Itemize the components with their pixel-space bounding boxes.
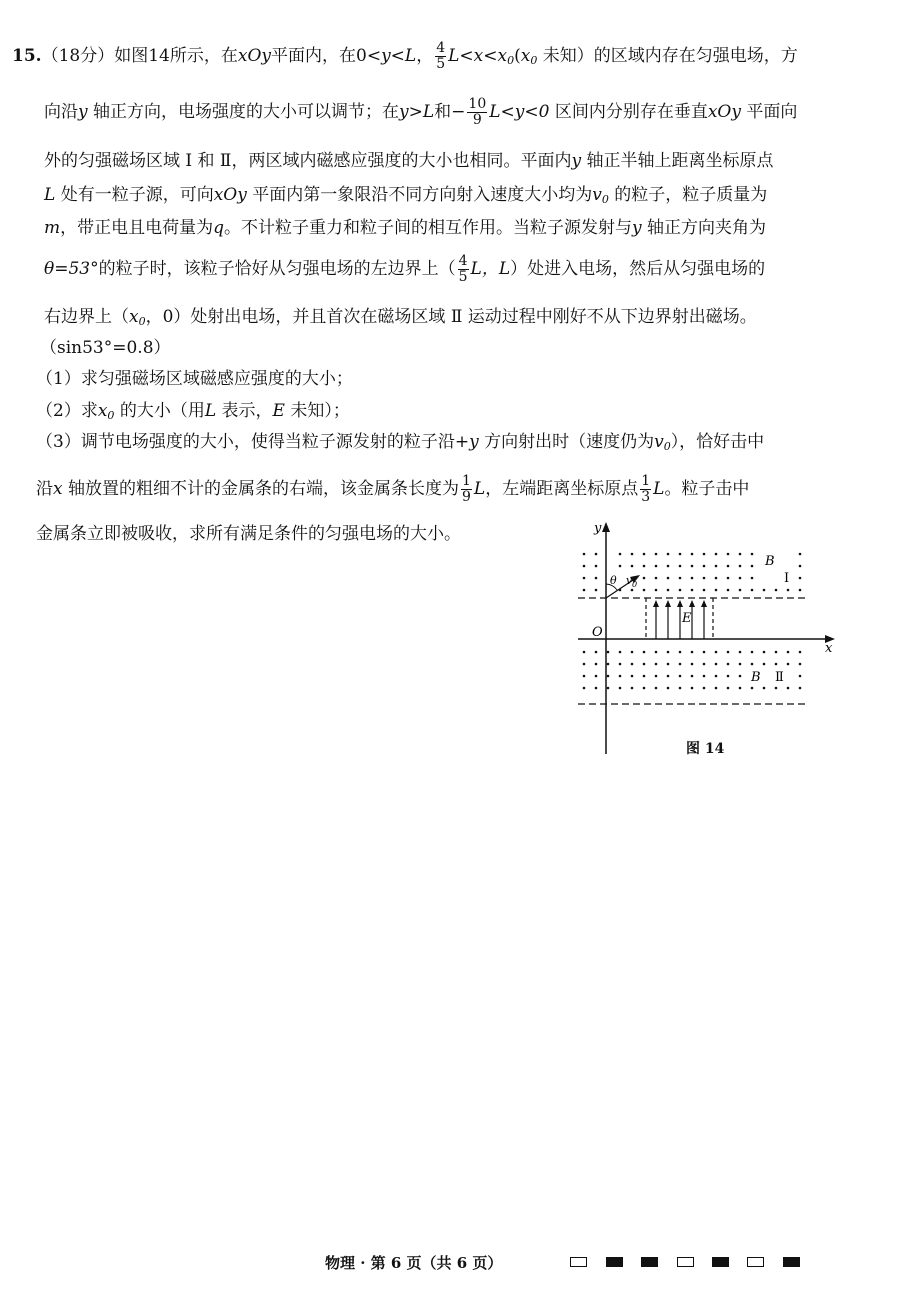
text: 表示， [216,401,273,421]
field-dot [691,565,694,568]
text: xOy [707,102,741,122]
field-dot [655,565,658,568]
marker-box-5 [712,1257,729,1267]
text: < [390,46,405,66]
denominator: 9 [472,112,482,128]
magnetic-field-region-2-dots [583,651,802,690]
field-dot [595,687,598,690]
field-dot [751,589,754,592]
field-dot [679,675,682,678]
e-field-arrowhead [677,600,683,607]
text: 轴正方向夹角为 [641,218,767,238]
theta-label: θ [610,574,617,587]
text: 的粒子时，该粒子恰好从匀强电场的左边界上（ [98,259,456,279]
field-dot [655,663,658,666]
origin-label: O [592,625,603,640]
field-dot [703,565,706,568]
text: 。不计粒子重力和粒子间的相互作用。当粒子源发射与 [224,218,633,238]
field-dot [799,687,802,690]
field-dot [583,651,586,654]
field-dot [703,663,706,666]
marker-box-3 [641,1257,658,1267]
field-dot [619,651,622,654]
text: 外的匀强磁场区域 Ⅰ 和 Ⅱ，两区域内磁感应强度的大小也相同。平面内 [44,151,572,171]
field-dot [715,687,718,690]
field-dot [667,565,670,568]
field-dot [631,565,634,568]
field-dot [715,565,718,568]
text: 和− [434,102,466,122]
field-dot [775,589,778,592]
field-dot [691,577,694,580]
field-dot [607,675,610,678]
field-dot [655,675,658,678]
problem-line-4 [44,181,767,214]
field-dot [715,663,718,666]
field-dot [787,589,790,592]
field-dot [751,553,754,556]
field-dot [751,663,754,666]
field-dot [727,651,730,654]
numerator: 4 [436,40,446,56]
text: 区间内分别存在垂直 [549,102,708,122]
field-dot [595,663,598,666]
field-dot [703,577,706,580]
field-dot [739,577,742,580]
field-dot [583,687,586,690]
field-dot [595,577,598,580]
field-dot [679,589,682,592]
field-dot [787,651,790,654]
y-axis-arrow [602,522,610,532]
text: ，带正电且电荷量为 [60,218,214,238]
field-dot [631,663,634,666]
field-dot [703,651,706,654]
problem-line-3 [44,147,774,175]
field-dot [763,687,766,690]
y-axis-label: y [594,521,602,536]
text: x [520,46,531,66]
electric-field-label: E [682,611,692,626]
field-dot [691,553,694,556]
text: 平面内，在0< [271,46,382,66]
problem-score: （18分） [41,46,115,66]
text: 处有一粒子源，可向 [55,185,214,205]
text: （1）求匀强磁场区域磁感应强度的大小； [36,369,353,389]
field-dot [751,651,754,654]
text: v [654,432,664,452]
field-dot [787,687,790,690]
marker-box-7 [783,1257,800,1267]
subscript: 0 [138,315,146,328]
numerator: 1 [462,473,471,489]
text: x [53,479,63,499]
text: ）处进入电场，然后从匀强电场的 [510,259,766,279]
fraction-1-3 [640,474,651,505]
text: 如图14所示，在 [114,46,238,66]
field-dot [727,553,730,556]
field-dot [607,663,610,666]
field-dot [619,553,622,556]
page-number: 物理 · 第 6 页（共 6 页） [325,1254,503,1272]
field-dot [715,553,718,556]
field-dot [607,687,610,690]
field-dot [631,651,634,654]
field-dot [679,565,682,568]
text: q [213,218,225,238]
field-dot [799,565,802,568]
field-dot [655,577,658,580]
field-dot [655,651,658,654]
field-dot [787,663,790,666]
field-dot [583,589,586,592]
field-dot [691,663,694,666]
field-dot [667,577,670,580]
subscript: 0 [107,409,115,422]
problem-line-5 [44,214,766,242]
text: 的大小（用 [114,401,205,421]
text: xOy [237,46,271,66]
text: ， [416,46,434,66]
text: θ=53° [44,259,99,279]
denominator: 5 [458,269,468,285]
field-dot [739,565,742,568]
field-dot [799,675,802,678]
field-dot [715,577,718,580]
text: 轴正半轴上距离坐标原点 [581,151,774,171]
field-dot [679,553,682,556]
field-dot [727,687,730,690]
denominator: 3 [641,489,651,505]
field-dot [715,651,718,654]
field-dot [799,651,802,654]
field-dot [583,663,586,666]
text: L， [470,259,499,279]
denominator: 5 [436,56,446,72]
field-dot [739,651,742,654]
field-dot [715,589,718,592]
field-dot [679,687,682,690]
text: 沿 [36,479,53,499]
electric-field-arrows [653,600,707,639]
text: x [129,307,139,327]
x-axis-label: x [825,641,833,656]
text: 右边界上（ [44,307,129,327]
question-3-line-3 [36,520,461,548]
field-dot [727,565,730,568]
field-dot [739,675,742,678]
figure-caption: 图 14 [686,741,725,757]
text: ，0）处射出电场，并且首次在磁场区域 Ⅱ 运动过程中刚好不从下边界射出磁场。 [145,307,757,327]
subscript: 0 [507,54,515,67]
field-dot [703,553,706,556]
field-dot [619,687,622,690]
field-dot [691,589,694,592]
field-dot [643,565,646,568]
field-dot [643,675,646,678]
question-3-line-2 [36,474,749,505]
text: （3）调节电场强度的大小，使得当粒子源发射的粒子沿+ [36,432,470,452]
text: 方向射出时（速度仍为 [478,432,655,452]
fraction-1-9 [461,474,472,505]
field-dot [607,651,610,654]
field-dot [691,651,694,654]
field-dot [583,565,586,568]
field-dot [619,663,622,666]
field-dot [631,687,634,690]
denominator: 9 [462,489,471,505]
field-dot [763,589,766,592]
problem-line-8 [40,334,171,362]
field-dot [799,589,802,592]
problem-line-1 [12,41,798,75]
field-dot [595,589,598,592]
text: 。粒子击中 [664,479,750,499]
field-dot [655,589,658,592]
text: xOy [213,185,247,205]
numerator: 4 [458,253,468,269]
question-1 [36,365,353,393]
field-dot [667,687,670,690]
e-field-arrowhead [653,600,659,607]
text: ），恰好击中 [670,432,765,452]
field-dot [727,675,730,678]
field-dot [595,565,598,568]
text: 轴正方向，电场强度的大小可以调节；在 [87,102,400,122]
field-dot [655,687,658,690]
numerator: 1 [641,473,651,489]
e-field-arrowhead [689,600,695,607]
question-3 [36,428,764,461]
field-dot [619,565,622,568]
region-1-label: Ⅰ [784,571,790,586]
subscript: 0 [663,440,671,453]
field-dot [727,663,730,666]
field-dot [751,687,754,690]
field-dot [751,565,754,568]
field-dot [667,651,670,654]
page-footer [0,1248,900,1278]
text: v [592,185,602,205]
text: ，左端距离坐标原点 [485,479,639,499]
problem-line-7 [44,303,757,336]
numerator: 10 [468,96,487,112]
field-dot [775,651,778,654]
field-dot [595,675,598,678]
field-dot [643,589,646,592]
text: L<x<x [448,46,508,66]
field-dot [643,663,646,666]
text: L [204,401,217,421]
field-dot [727,589,730,592]
text: （sin53°=0.8） [40,338,171,358]
field-dot [667,675,670,678]
text: y [78,102,88,122]
field-dot [619,675,622,678]
subscript: 0 [530,54,538,67]
b-label-region-2: B [751,670,761,685]
field-dot [679,577,682,580]
field-dot [727,577,730,580]
field-dot [799,663,802,666]
field-dot [739,663,742,666]
field-dot [691,675,694,678]
field-dot [583,577,586,580]
text: 轴放置的粗细不计的金属条的右端，该金属条长度为 [62,479,459,499]
field-dot [667,589,670,592]
text: 平面向 [740,102,798,122]
field-dot [763,663,766,666]
text: x [97,401,108,421]
region-2-label: Ⅱ [775,670,784,685]
text: L [404,46,417,66]
text: （2）求 [36,401,98,421]
text: L [44,185,56,205]
field-dot [739,589,742,592]
marker-box-1 [570,1257,587,1267]
field-dot [763,651,766,654]
field-dot [631,589,634,592]
field-dot [799,577,802,580]
field-dot [595,553,598,556]
text: 未知）； [284,401,350,421]
field-dot [631,675,634,678]
field-dot [643,577,646,580]
velocity-subscript: 0 [632,580,638,589]
text: m [44,218,61,238]
field-dot [583,675,586,678]
marker-box-4 [677,1257,694,1267]
field-dot [703,675,706,678]
text: L [498,259,511,279]
field-dot [679,651,682,654]
field-dot [775,687,778,690]
field-dot [631,553,634,556]
text: y [632,218,642,238]
field-dot [775,663,778,666]
field-dot [739,553,742,556]
text: 向沿 [44,102,78,122]
e-field-arrowhead [665,600,671,607]
field-dot [643,687,646,690]
velocity-label: v [626,574,633,587]
figure-14 [570,518,840,763]
field-dot [691,687,694,690]
text: L [473,479,486,499]
problem-line-2 [44,97,797,128]
problem-line-6 [44,254,765,285]
b-label-region-1: B [765,554,775,569]
field-dot [739,687,742,690]
text: L [653,479,665,499]
field-dot [751,577,754,580]
field-dot [667,553,670,556]
subscript: 0 [601,193,609,206]
field-dot [679,663,682,666]
field-dot [703,589,706,592]
text: y>L [399,102,435,122]
field-dot [667,663,670,666]
text: 的粒子，粒子质量为 [608,185,768,205]
text: 未知）的区域内存在匀强电场，方 [537,46,798,66]
fraction-4-5 [435,41,446,72]
marker-box-2 [606,1257,623,1267]
fraction-4-5-b [458,254,469,285]
marker-box-6 [747,1257,764,1267]
question-2 [36,397,350,430]
field-dot [799,553,802,556]
field-dot [703,687,706,690]
text: y [571,151,582,171]
text: 平面内第一象限沿不同方向射入速度大小均为 [246,185,593,205]
e-field-arrowhead [701,600,707,607]
field-dot [643,651,646,654]
field-dot [595,651,598,654]
field-dot [715,675,718,678]
text: y [381,46,391,66]
field-dot [655,553,658,556]
text: L<y<0 [489,102,550,122]
field-dot [643,553,646,556]
text: E [272,401,285,421]
fraction-10-9 [467,97,487,128]
problem-number: 15. [12,46,42,66]
text: 金属条立即被吸收，求所有满足条件的匀强电场的大小。 [36,524,461,544]
text: ( [514,46,521,66]
text: y [469,432,479,452]
field-dot [583,553,586,556]
